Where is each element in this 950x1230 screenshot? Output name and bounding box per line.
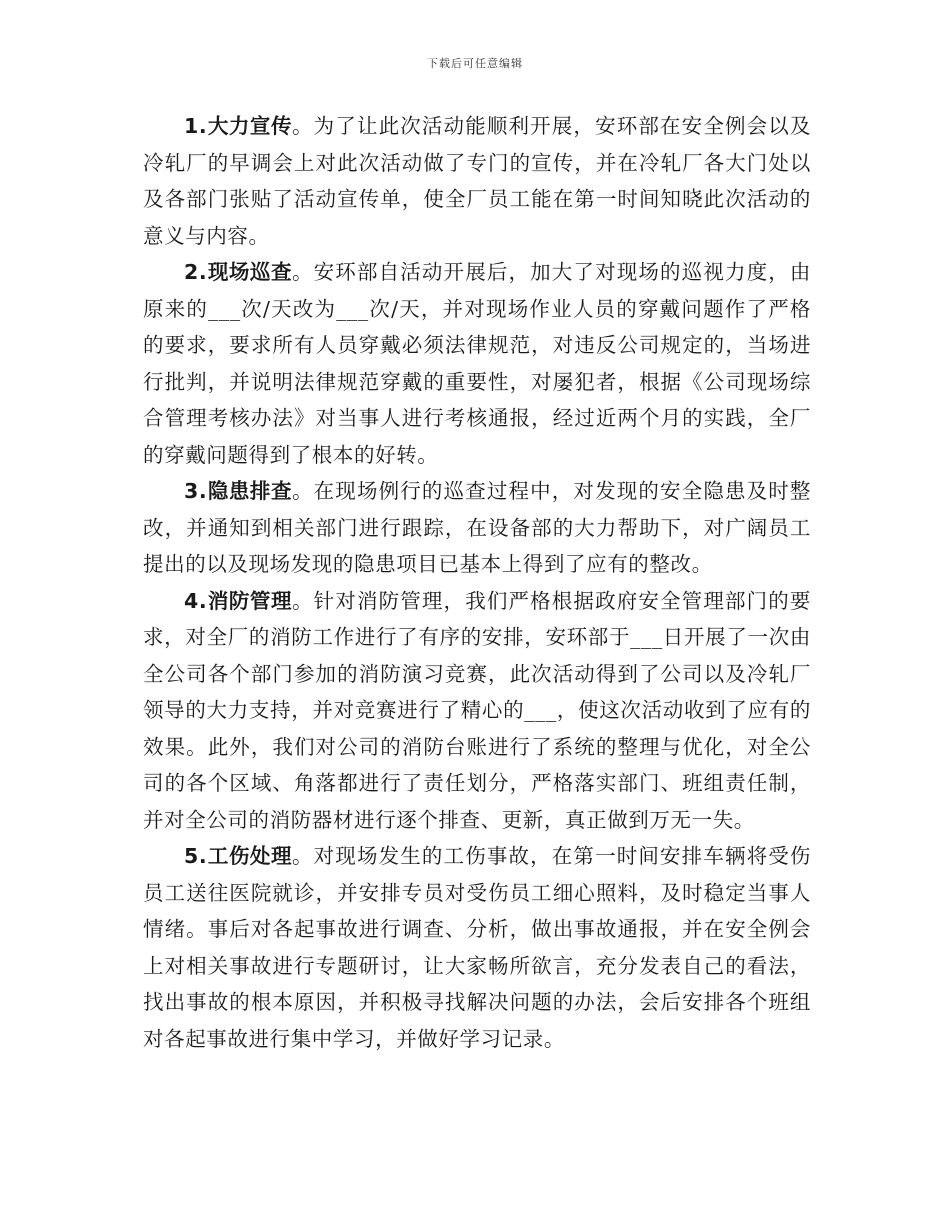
paragraph-number: 3.: [184, 479, 208, 503]
paragraph-heading: 消防管理: [207, 588, 293, 613]
paragraph-2: [143, 254, 811, 473]
paragraph-3: [143, 473, 811, 583]
paragraph-text: 。对现场发生的工伤事故，在第一时间安排车辆将受伤员工送往医院就诊，并安排专员对受伤员工细心照料，及时稳定当事人情绪。事后对各起事故进行调查、分析，做出事故通报，并在安全例会上对相关事故进行专题研讨，让大家畅所欲言，充分发表自己的看法，找出事故的根本原因，并积极寻找解决问题的办法，会后安排各个班组对各起事故进行集中学习，并做好学习记录。: [143, 844, 812, 1051]
paragraph-heading: 现场巡查: [207, 260, 293, 284]
document-body: [143, 108, 811, 1057]
paragraph-number: 5.: [184, 844, 208, 868]
paragraph-number: 2.: [184, 260, 208, 284]
paragraph-text: 。安环部自活动开展后，加大了对现场的巡视力度，由原来的___次/天改为___次/天，并对现场作业人员的穿戴问题作了严格的要求，要求所有人员穿戴必须法律规范，对违反公司规定的，当场进行批判，并说明法律规范穿戴的重要性，对屡犯者，根据《公司现场综合管理考核办法》对当事人进行考核通报，经过近两个月的实践，全厂的穿戴问题得到了根本的好转。: [143, 260, 812, 467]
paragraph-1: [143, 108, 811, 254]
paragraph-number: 4.: [184, 588, 208, 613]
paragraph-heading: 隐患排查: [207, 479, 293, 503]
paragraph-text: 。针对消防管理，我们严格根据政府安全管理部门的要求，对全厂的消防工作进行了有序的安排，安环部于___日开展了一次由全公司各个部门参加的消防演习竞赛，此次活动得到了公司以及冷轧厂领导的大力支持，并对竞赛进行了精心的___，使这次活动收到了应有的效果。此外，我们对公司的消防台账进行了系统的整理与优化，对全公司的各个区域、角落都进行了责任划分，严格落实部门、班组责任制，并对全公司的消防器材进行逐个排查、更新，真正做到万无一失。: [143, 588, 812, 832]
paragraph-5: [143, 838, 811, 1057]
paragraph-text: 。在现场例行的巡查过程中，对发现的安全隐患及时整改，并通知到相关部门进行跟踪，在设备部的大力帮助下，对广阔员工提出的以及现场发现的隐患项目已基本上得到了应有的整改。: [143, 479, 812, 576]
paragraph-4: [143, 583, 811, 839]
page-header-note: 下载后可任意编辑: [427, 57, 523, 70]
paragraph-heading: 工伤处理: [207, 844, 293, 868]
paragraph-text: 。为了让此次活动能顺利开展，安环部在安全例会以及冷轧厂的早调会上对此次活动做了专门的宣传，并在冷轧厂各大门处以及各部门张贴了活动宣传单，使全厂员工能在第一时间知晓此次活动的意义与内容。: [143, 114, 812, 248]
paragraph-heading: 大力宣传: [207, 114, 293, 138]
paragraph-number: 1.: [184, 114, 208, 138]
